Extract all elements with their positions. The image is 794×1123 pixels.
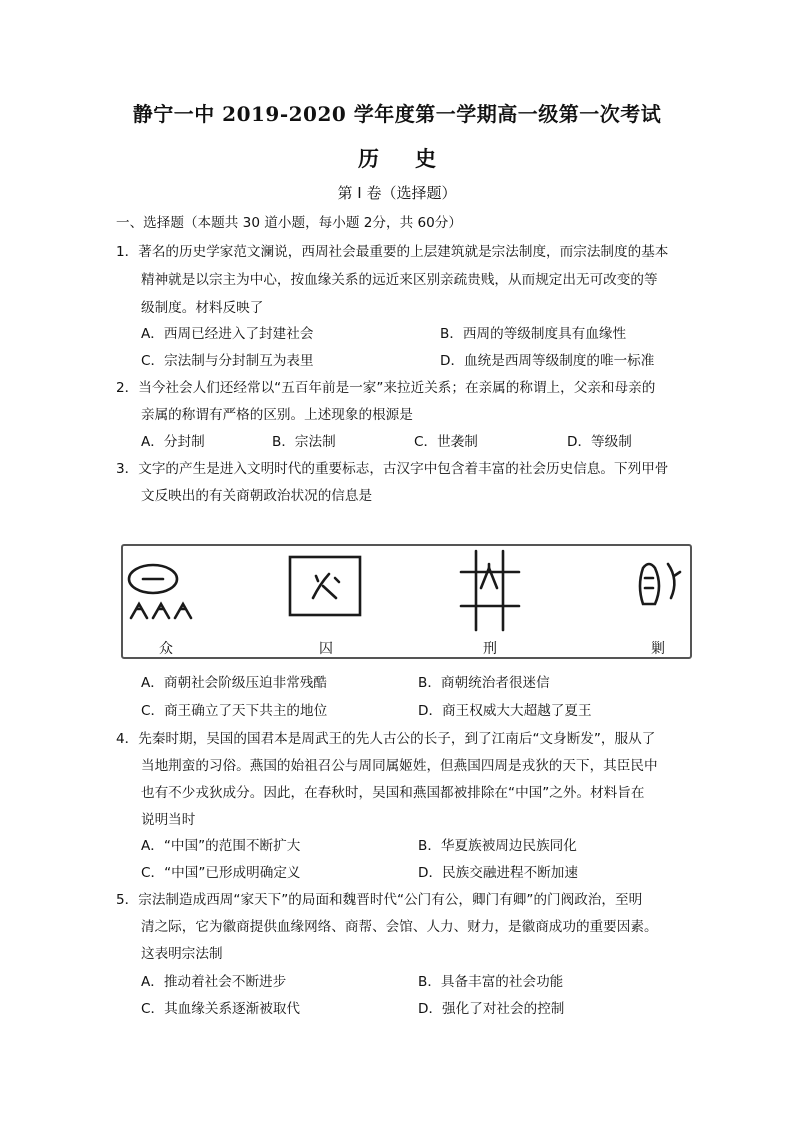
question-1-option-a: A．西周已经进入了封建社会 (141, 326, 314, 342)
question-1-option-c: C．宗法制与分封制互为表里 (141, 353, 314, 369)
question-4-option-b: B．华夏族被周边民族同化 (418, 838, 577, 854)
oracle-bone-glyphs (123, 546, 690, 657)
question-1-option-d: D．血统是西周等级制度的唯一标准 (440, 353, 655, 369)
question-1-option-b: B．西周的等级制度具有血缘性 (440, 326, 627, 342)
question-5-option-d: D．强化了对社会的控制 (418, 1001, 565, 1017)
question-4-line-3: 也有不少戎狄成分。因此，在春秋时，吴国和燕国都被排除在“中国”之外。材料旨在 (141, 785, 645, 801)
question-2-line-2: 亲属的称谓有严格的区别。上述现象的根源是 (141, 407, 413, 423)
question-3-option-d: D．商王权威大大超越了夏王 (418, 703, 592, 719)
figure-caption-4: 剿 (651, 641, 665, 657)
question-3-line-2: 文反映出的有关商朝政治状况的信息是 (141, 488, 373, 504)
question-1-line-1: 1．著名的历史学家范文澜说，西周社会最重要的上层建筑就是宗法制度，而宗法制度的基本 (116, 244, 669, 260)
question-3-option-a: A．商朝社会阶级压迫非常残酷 (141, 675, 328, 691)
figure-caption-2: 囚 (319, 641, 333, 657)
question-1-line-2: 精神就是以宗主为中心，按血缘关系的远近来区别亲疏贵贱，从而规定出无可改变的等 (141, 272, 658, 288)
exam-title: 静宁一中 2019-2020 学年度第一学期高一级第一次考试 (132, 102, 662, 126)
question-5-line-2: 清之际，它为徽商提供血缘网络、商帮、会馆、人力、财力，是徽商成功的重要因素。 (141, 919, 658, 935)
question-2-option-a: A．分封制 (141, 434, 205, 450)
question-2-option-d: D．等级制 (567, 434, 632, 450)
glyph-qiu (290, 557, 360, 615)
question-4-option-d: D．民族交融进程不断加速 (418, 865, 578, 881)
question-3-option-b: B．商朝统治者很迷信 (418, 675, 550, 691)
oracle-bone-figure (121, 544, 692, 659)
glyph-yi (640, 564, 680, 604)
question-2-option-c: C．世袭制 (414, 434, 478, 450)
subject-title (0, 143, 794, 173)
question-3-line-1: 3．文字的产生是进入文明时代的重要标志，古汉字中包含着丰富的社会历史信息。下列甲骨 (116, 461, 669, 477)
section-heading: 一、选择题（本题共 30 道小题，每小题 2分，共 60分） (116, 215, 462, 231)
glyph-zhong (129, 565, 191, 618)
question-5-option-a: A．推动着社会不断进步 (141, 974, 287, 990)
question-5-line-1: 5．宗法制造成西周“家天下”的局面和魏晋时代“公门有公，卿门有卿”的门阀政治，至明 (116, 892, 643, 908)
question-4-line-1: 4．先秦时期，吴国的国君本是周武王的先人古公的长子，到了江南后“文身断发”，服从了 (116, 731, 656, 747)
question-5-option-c: C．其血缘关系逐渐被取代 (141, 1001, 301, 1017)
question-4-option-a: A．“中国”的范围不断扩大 (141, 838, 301, 854)
subject-char-1: 历 (358, 146, 379, 171)
question-1-line-3: 级制度。材料反映了 (141, 300, 264, 316)
figure-caption-3: 刑 (483, 641, 497, 657)
question-4-option-c: C．“中国”已形成明确定义 (141, 865, 301, 881)
question-3-option-c: C．商王确立了天下共主的地位 (141, 703, 328, 719)
question-5-option-b: B．具备丰富的社会功能 (418, 974, 564, 990)
question-4-line-2: 当地荆蛮的习俗。燕国的始祖召公与周同属姬姓，但燕国四周是戎狄的天下，其臣民中 (141, 758, 658, 774)
question-5-line-3: 这表明宗法制 (141, 946, 223, 962)
figure-caption-1: 众 (159, 641, 173, 657)
question-4-line-4: 说明当时 (141, 812, 196, 828)
question-2-line-1: 2．当今社会人们还经常以“五百年前是一家”来拉近关系；在亲属的称谓上，父亲和母亲的 (116, 380, 656, 396)
glyph-xing (461, 551, 519, 630)
question-2-option-b: B．宗法制 (272, 434, 336, 450)
subject-char-2: 史 (415, 146, 436, 171)
volume-heading: 第 I 卷（选择题） (337, 184, 457, 202)
